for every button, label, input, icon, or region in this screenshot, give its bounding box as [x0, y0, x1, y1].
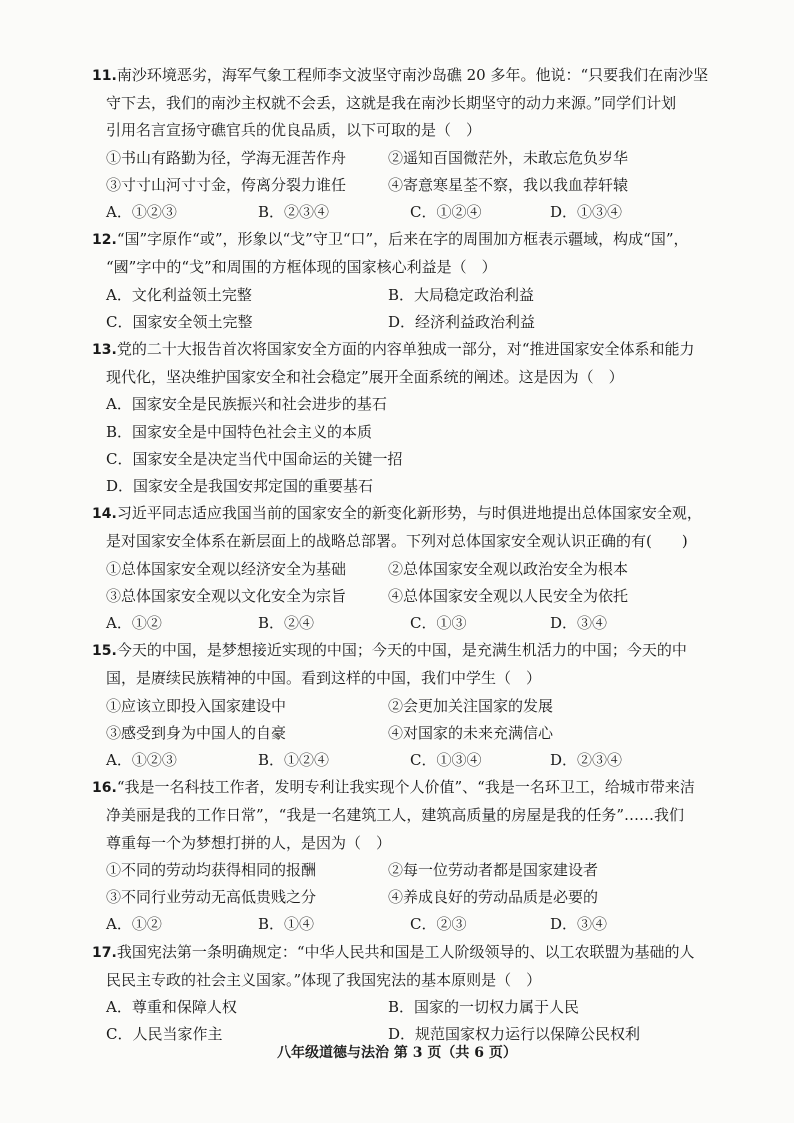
answer-option[interactable]: D．规范国家权力运行以保障公民权利 — [388, 1025, 641, 1044]
question-stem-text: 守下去，我们的南沙主权就不会丢，这就是我在南沙长期坚守的动力来源。”同学们计划 — [106, 94, 677, 113]
statement-row — [92, 556, 732, 583]
answer-option[interactable]: B．①②④ — [258, 751, 330, 770]
question-stem-text: 是对国家安全体系在新层面上的战略总部署。下列对总体国家安全观认识正确的有( ) — [106, 532, 688, 551]
question-stem-line — [92, 364, 732, 391]
statement-row — [92, 172, 732, 199]
answer-options — [92, 747, 732, 774]
answer-option[interactable]: A．①②③ — [106, 203, 177, 222]
question-stem-text: 现代化，坚决维护国家安全和社会稳定”展开全面系统的阐述。这是因为（ ） — [106, 368, 624, 387]
statement-item: ②遥知百国微茫外，未敢忘危负岁华 — [388, 148, 629, 167]
question-stem-line — [92, 774, 732, 802]
question-number: 14. — [92, 506, 117, 523]
answer-option[interactable]: C．①③ — [410, 614, 467, 633]
question-stem-line — [92, 967, 732, 994]
statement-item: ④养成良好的劳动品质是必要的 — [388, 888, 599, 907]
answer-options — [92, 994, 732, 1021]
statement-item: ②总体国家安全观以政治安全为根本 — [388, 559, 629, 578]
statement-item: ③总体国家安全观以文化安全为宗旨 — [106, 586, 347, 605]
answer-option[interactable]: B．①④ — [258, 915, 315, 934]
question-stem-text: “我是一名科技工作者，发明专利让我实现个人价值”、“我是一名环卫工，给城市带来洁 — [116, 778, 695, 797]
question-stem-text: “國”字中的“戈”和周围的方框体现的国家核心利益是（ ） — [106, 258, 497, 277]
statement-row — [92, 720, 732, 747]
question-number: 16. — [92, 780, 117, 797]
statement-item: ③感受到身为中国人的自豪 — [106, 723, 287, 742]
answer-option[interactable]: A．①② — [106, 915, 162, 934]
question-number: 13. — [92, 342, 117, 359]
question-stem-line — [92, 830, 732, 857]
statement-row — [92, 857, 732, 884]
question-stem-text: 南沙环境恶劣，海军气象工程师李文波坚守南沙岛礁 20 多年。他说：“只要我们在南沙坚 — [116, 66, 709, 84]
statement-item: ①不同的劳动均获得相同的报酬 — [106, 860, 317, 879]
question-stem-text: 民民主专政的社会主义国家。”体现了我国宪法的基本原则是（ ） — [106, 970, 542, 989]
answer-option[interactable]: D．②③④ — [550, 751, 623, 770]
answer-option[interactable]: C．人民当家作主 — [106, 1025, 223, 1044]
statement-row — [92, 145, 732, 172]
question-stem-text: 净美丽是我的工作日常”，“我是一名建筑工人，建筑高质量的房屋是我的任务”……我们 — [106, 806, 685, 825]
question-stem-text: 我国宪法第一条明确规定：“中华人民共和国是工人阶级领导的、以工农联盟为基础的人 — [116, 942, 695, 961]
statement-item: ①书山有路勤为径，学海无涯苦作舟 — [106, 148, 347, 167]
question-stem-line — [92, 62, 732, 90]
question-number: 11. — [92, 68, 117, 84]
answer-options — [92, 610, 732, 637]
question-15 — [92, 637, 732, 774]
question-stem-line — [92, 665, 732, 692]
statement-item: ④寄意寒星荃不察，我以我血荐轩辕 — [388, 175, 629, 194]
answer-option[interactable]: C．②③ — [410, 915, 467, 934]
statement-item: ①总体国家安全观以经济安全为基础 — [106, 559, 347, 578]
statement-item: ④总体国家安全观以人民安全为依托 — [388, 586, 629, 605]
answer-option[interactable]: C．①②④ — [410, 203, 482, 222]
question-stem-line — [92, 336, 732, 364]
answer-option[interactable]: D．③④ — [550, 614, 608, 633]
question-stem-line — [92, 637, 732, 665]
question-16 — [92, 774, 732, 938]
question-14 — [92, 500, 732, 637]
statement-item: ①应该立即投入国家建设中 — [106, 696, 287, 715]
answer-option[interactable]: A．文化利益领土完整 — [106, 285, 252, 304]
answer-option[interactable]: A．国家安全是民族振兴和社会进步的基石 — [106, 395, 387, 414]
question-number: 12. — [92, 232, 117, 249]
statement-row — [92, 884, 732, 911]
statement-item: ④对国家的未来充满信心 — [388, 723, 554, 742]
question-stem-line — [92, 939, 732, 967]
question-stem-line — [92, 802, 732, 829]
answer-options — [92, 199, 732, 226]
answer-option[interactable]: B．国家的一切权力属于人民 — [388, 997, 580, 1016]
question-stem-text: 引用名言宣扬守礁官兵的优良品质，以下可取的是（ ） — [106, 121, 482, 140]
answer-options — [92, 309, 732, 336]
answer-option[interactable]: D．③④ — [550, 915, 608, 934]
question-list — [92, 62, 732, 1048]
question-11 — [92, 62, 732, 226]
statement-item: ③寸寸山河寸寸金，侉离分裂力谁任 — [106, 175, 347, 194]
question-stem-text: 国，是赓续民族精神的中国。看到这样的中国，我们中学生（ ） — [106, 669, 542, 688]
question-stem-line — [92, 117, 732, 144]
answer-option[interactable]: D．①③④ — [550, 203, 623, 222]
statement-item: ②会更加关注国家的发展 — [388, 696, 554, 715]
statement-item: ③不同行业劳动无高低贵贱之分 — [106, 888, 317, 907]
page-footer: 八年级道德与法治 第 3 页（共 6 页） — [277, 1045, 517, 1061]
question-13 — [92, 336, 732, 500]
answer-option[interactable]: B．②③④ — [258, 203, 330, 222]
statement-item: ②每一位劳动者都是国家建设者 — [388, 860, 599, 879]
question-17 — [92, 939, 732, 1049]
question-stem-text: “国”字原作“或”，形象以“戈”守卫“口”，后来在字的周围加方框表示疆域，构成“国”， — [116, 230, 689, 249]
question-stem-line — [92, 500, 732, 528]
answer-option[interactable]: D．国家安全是我国安邦定国的重要基石 — [106, 477, 374, 496]
question-number: 17. — [92, 944, 117, 961]
answer-option[interactable]: A．①②③ — [106, 751, 177, 770]
answer-option[interactable]: A．尊重和保障人权 — [106, 997, 237, 1016]
question-stem-line — [92, 528, 732, 555]
question-stem-line — [92, 254, 732, 281]
question-stem-text: 习近平同志适应我国当前的国家安全的新变化新形势，与时俱进地提出总体国家安全观， — [116, 504, 702, 523]
statement-row — [92, 583, 732, 610]
question-stem-text: 党的二十大报告首次将国家安全方面的内容单独成一部分，对“推进国家安全体系和能力 — [116, 340, 695, 359]
answer-option[interactable]: B．大局稳定政治利益 — [388, 285, 535, 304]
question-stem-text: 今天的中国，是梦想接近实现的中国；今天的中国，是充满生机活力的中国；今天的中 — [116, 641, 687, 660]
question-number: 15. — [92, 643, 117, 660]
statement-row — [92, 693, 732, 720]
question-stem-text: 尊重每一个为梦想打拼的人，是因为（ ） — [106, 833, 392, 852]
answer-option[interactable]: A．①② — [106, 614, 162, 633]
answer-options — [92, 911, 732, 938]
question-stem-line — [92, 226, 732, 254]
question-stem-line — [92, 90, 732, 117]
answer-option[interactable]: B．②④ — [258, 614, 315, 633]
answer-option[interactable]: C．国家安全是决定当代中国命运的关键一招 — [106, 449, 403, 468]
answer-option[interactable]: B．国家安全是中国特色社会主义的本质 — [106, 422, 373, 441]
answer-option[interactable]: C．国家安全领土完整 — [106, 312, 253, 331]
answer-option[interactable]: C．①③④ — [410, 751, 482, 770]
answer-options — [92, 282, 732, 309]
question-12 — [92, 226, 732, 336]
answer-option[interactable]: D．经济利益政治利益 — [388, 312, 536, 331]
